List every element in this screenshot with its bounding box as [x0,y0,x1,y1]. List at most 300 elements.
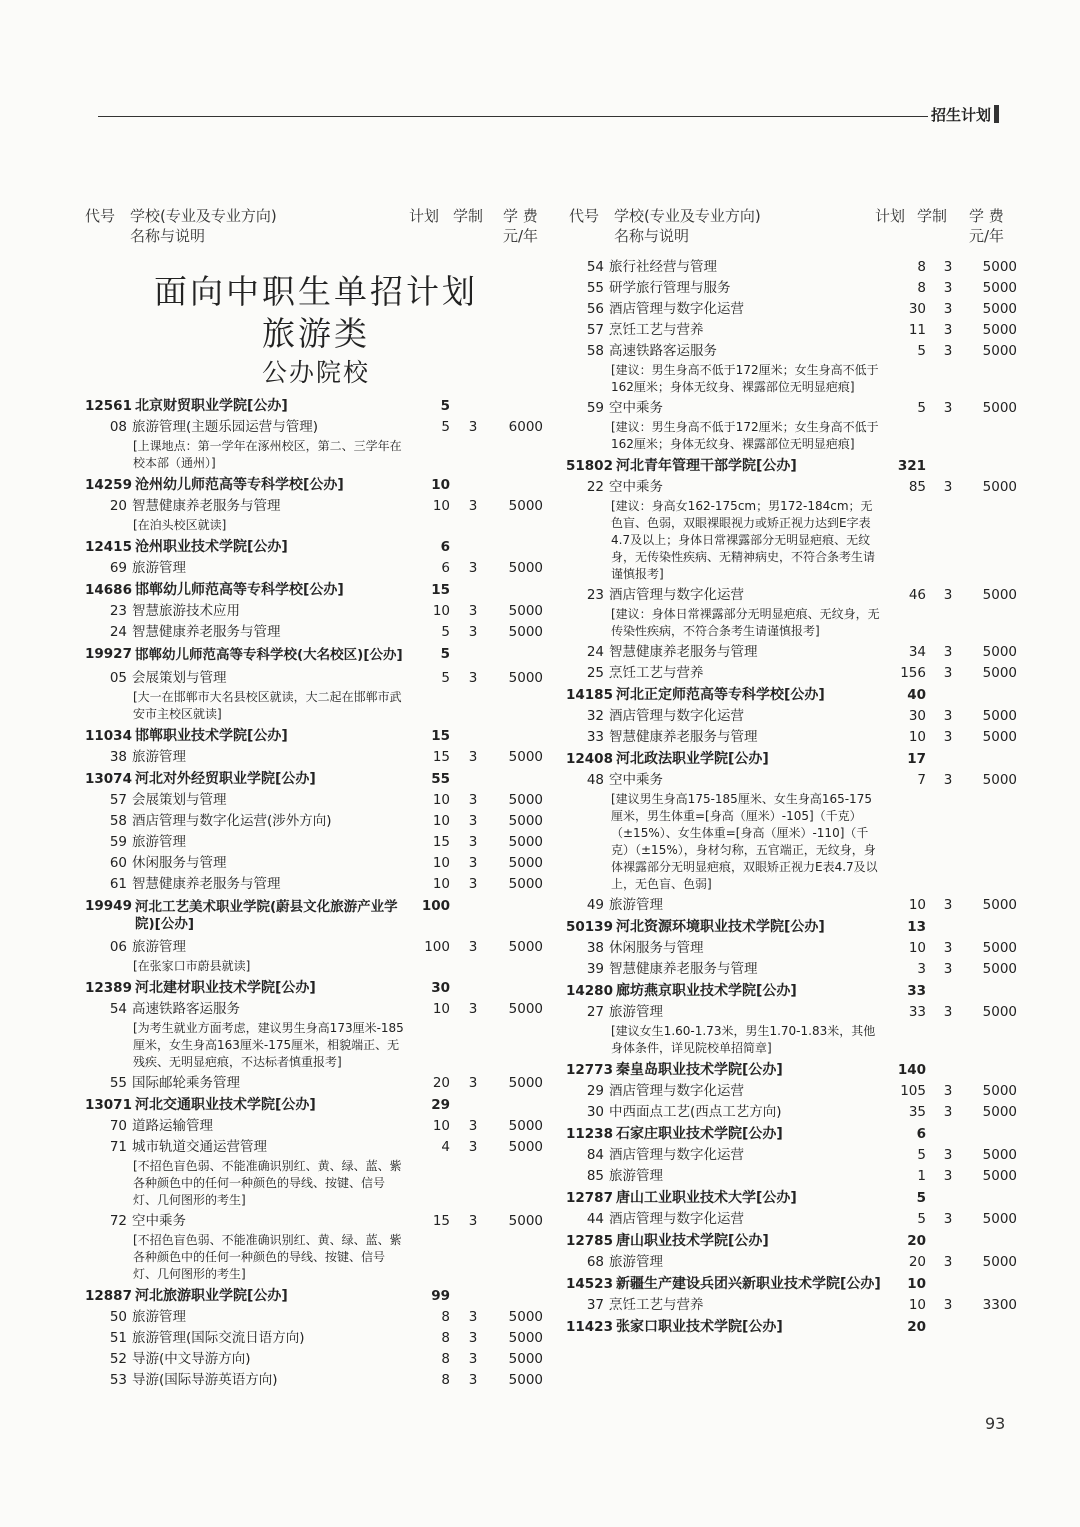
major-years: 3 [468,792,478,808]
major-plan: 35 [908,1104,926,1120]
major-name: 城市轨道交通运营管理 [132,1139,267,1155]
major-name: 空中乘务 [609,479,663,495]
major-row [566,663,1036,684]
major-code: 38 [586,940,604,956]
major-name: 智慧健康养老服务与管理 [609,644,758,660]
major-row [85,668,550,689]
major-fee: 5000 [508,834,543,850]
major-row [566,257,1036,278]
major-name: 导游(国际导游英语方向) [132,1372,278,1388]
major-code: 23 [109,603,127,619]
section-label: 招生计划 [931,106,992,124]
major-row [85,1211,550,1232]
category-title: 旅游类 [262,314,370,353]
major-years: 3 [468,1330,478,1346]
major-row [85,832,550,853]
school-code: 14280 [566,983,613,999]
major-years: 3 [943,1083,953,1099]
major-row [85,1073,550,1094]
major-plan: 10 [432,498,450,514]
major-years: 3 [468,1372,478,1388]
major-name: 国际邮轮乘务管理 [132,1075,240,1091]
major-plan: 46 [908,587,926,603]
school-code: 12389 [85,980,132,996]
school-row [85,579,550,601]
hdr-years: 学制 [917,207,948,225]
major-row [566,1209,1036,1230]
major-years: 3 [943,961,953,977]
major-code: 54 [586,259,604,275]
major-code: 55 [109,1075,127,1091]
school-row [85,1094,550,1116]
school-row [85,536,550,558]
major-plan: 105 [900,1083,926,1099]
hdr-plan: 计划 [409,207,440,225]
major-fee: 5000 [508,1372,543,1388]
school-row [566,1187,1036,1209]
major-name: 休闲服务与管理 [132,855,227,871]
school-plan: 10 [907,1276,926,1292]
major-row [85,999,550,1020]
note-text: [在张家口市蔚县就读] [133,959,251,973]
major-code: 30 [586,1104,604,1120]
major-fee: 5000 [982,961,1017,977]
major-plan: 15 [432,749,450,765]
major-row [566,1295,1036,1316]
major-row [566,320,1036,341]
school-row [566,980,1036,1002]
major-years: 3 [468,560,478,576]
school-row [566,916,1036,938]
major-row [85,874,550,895]
section-tag [931,104,999,125]
major-row [566,1002,1036,1023]
school-code: 12773 [566,1062,613,1078]
major-plan: 33 [908,1004,926,1020]
school-name: 河北政法职业学院[公办] [616,751,769,767]
school-plan: 15 [431,728,450,744]
school-name: 邯郸幼儿师范高等专科学校[公办] [135,582,344,598]
major-name: 休闲服务与管理 [609,940,704,956]
major-years: 3 [943,479,953,495]
major-fee: 5000 [982,587,1017,603]
major-name: 旅游管理 [132,834,186,850]
major-fee: 5000 [508,939,543,955]
major-years: 3 [468,1139,478,1155]
school-name: 河北青年管理干部学院[公办] [616,458,797,474]
section-bar [994,105,999,123]
school-code: 12561 [85,398,132,414]
major-name: 智慧健康养老服务与管理 [132,498,281,514]
school-code: 12785 [566,1233,613,1249]
major-fee: 5000 [508,876,543,892]
major-code: 61 [109,876,127,892]
school-code: 12787 [566,1190,613,1206]
major-plan: 34 [908,644,926,660]
major-fee: 5000 [982,1147,1017,1163]
major-name: 酒店管理与数字化运营 [609,1083,744,1099]
school-code: 14185 [566,687,613,703]
major-fee: 5000 [508,1139,543,1155]
major-code: 25 [586,665,604,681]
school-plan: 20 [907,1233,926,1249]
major-fee: 5000 [508,1075,543,1091]
major-plan: 7 [917,772,926,788]
major-fee: 5000 [508,1118,543,1134]
major-name: 旅游管理 [609,1168,663,1184]
major-code: 57 [586,322,604,338]
major-fee: 5000 [982,479,1017,495]
major-note [85,1158,550,1211]
major-name: 研学旅行管理与服务 [609,280,731,296]
major-plan: 85 [908,479,926,495]
major-fee: 5000 [508,792,543,808]
major-years: 3 [468,834,478,850]
school-name: 新疆生产建设兵团兴新职业技术学院[公办] [616,1276,881,1292]
school-name: 河北对外经贸职业学院[公办] [135,771,316,787]
major-fee: 5000 [982,940,1017,956]
major-fee: 5000 [982,301,1017,317]
major-row [566,341,1036,362]
major-code: 59 [586,400,604,416]
school-plan: 140 [897,1062,926,1078]
major-plan: 30 [908,708,926,724]
major-plan: 10 [432,792,450,808]
major-code: 69 [109,560,127,576]
school-plan: 6 [440,539,450,555]
school-plan: 33 [907,983,926,999]
major-years: 3 [943,587,953,603]
major-name: 旅游管理 [132,939,186,955]
major-years: 3 [468,939,478,955]
major-row [566,727,1036,748]
major-row [85,1137,550,1158]
school-code: 14259 [85,477,132,493]
school-plan: 17 [907,751,926,767]
column-header-right [569,207,1039,249]
major-row [85,496,550,517]
major-fee: 5000 [982,280,1017,296]
major-name: 酒店管理与数字化运营 [609,708,744,724]
major-row [566,642,1036,663]
major-fee: 5000 [508,670,543,686]
note-text: [在泊头校区就读] [133,518,227,532]
major-plan: 5 [441,670,450,686]
hdr-fee-1: 学 费 [503,207,538,225]
school-name: 沧州幼儿师范高等专科学校[公办] [135,477,344,493]
major-years: 3 [943,708,953,724]
major-name: 智慧健康养老服务与管理 [132,624,281,640]
page-title: 面向中职生单招计划 [154,272,478,311]
major-fee: 5000 [982,400,1017,416]
major-name: 旅游管理 [609,1004,663,1020]
major-code: 29 [586,1083,604,1099]
school-code: 19949 [85,898,132,914]
major-name: 酒店管理与数字化运营 [609,587,744,603]
school-name: 河北交通职业技术学院[公办] [135,1097,316,1113]
school-row [85,725,550,747]
hdr-plan: 计划 [875,207,906,225]
school-name: 邯郸幼儿师范高等专科学校(大名校区)[公办] [135,647,403,663]
school-code: 13071 [85,1097,132,1113]
major-code: 52 [109,1351,127,1367]
major-code: 44 [586,1211,604,1227]
major-name: 智慧健康养老服务与管理 [132,876,281,892]
school-code: 19927 [85,646,132,662]
school-plan: 30 [431,980,450,996]
major-name: 道路运输管理 [132,1118,213,1134]
school-name: 石家庄职业技术学院[公办] [616,1126,783,1142]
major-years: 3 [943,665,953,681]
major-name: 中西面点工艺(西点工艺方向) [609,1104,782,1120]
school-name: 邯郸职业技术学院[公办] [135,728,288,744]
school-row [566,1059,1036,1081]
major-plan: 100 [424,939,450,955]
major-code: 38 [109,749,127,765]
school-code: 12408 [566,751,613,767]
major-row [566,938,1036,959]
school-code: 11423 [566,1319,613,1335]
major-fee: 5000 [508,603,543,619]
major-years: 3 [468,670,478,686]
hdr-school-1: 学校(专业及专业方向) [130,207,277,225]
school-row [566,1123,1036,1145]
school-code: 12887 [85,1288,132,1304]
major-code: 24 [586,644,604,660]
major-row [85,1370,550,1391]
school-name: 河北建材职业技术学院[公办] [135,980,316,996]
major-row [85,811,550,832]
major-years: 3 [468,855,478,871]
school-code: 51802 [566,458,613,474]
major-code: 68 [586,1254,604,1270]
major-note [85,689,550,725]
hdr-school-1: 学校(专业及专业方向) [614,207,761,225]
major-name: 空中乘务 [609,772,663,788]
major-plan: 10 [908,729,926,745]
school-plan: 29 [431,1097,450,1113]
school-plan: 99 [431,1288,450,1304]
major-note [566,606,1036,642]
major-plan: 10 [432,603,450,619]
major-row [566,477,1036,498]
major-name: 烹饪工艺与营养 [609,322,704,338]
major-years: 3 [468,1118,478,1134]
major-name: 空中乘务 [609,400,663,416]
major-name: 高速铁路客运服务 [609,343,717,359]
major-fee: 5000 [982,1083,1017,1099]
major-plan: 5 [917,400,926,416]
right-column [566,257,1036,1338]
major-name: 会展策划与管理 [132,792,227,808]
major-code: 48 [586,772,604,788]
major-years: 3 [468,498,478,514]
major-fee: 5000 [982,1211,1017,1227]
major-note [85,1232,550,1285]
note-text: [为考生就业方面考虑，建议男生身高173厘米-185厘米，女生身高163厘米-175厘米，相貌端正、无残疾、无明显疤痕，不达标者慎重报考] [133,1021,404,1069]
major-fee: 5000 [982,322,1017,338]
major-row [566,1081,1036,1102]
major-plan: 8 [917,280,926,296]
major-row [566,1166,1036,1187]
hdr-school-2: 名称与说明 [130,227,206,245]
major-name: 旅游管理(主题乐园运营与管理) [132,419,319,435]
major-row [566,1145,1036,1166]
hdr-fee-1: 学 费 [969,207,1004,225]
major-note [85,958,550,977]
major-plan: 5 [441,419,450,435]
note-text: [大一在邯郸市大名县校区就读，大二起在邯郸市武安市主校区就读] [133,690,402,721]
major-fee: 5000 [982,259,1017,275]
major-note [566,419,1036,455]
major-code: 24 [109,624,127,640]
note-text: [建议：身高女162-175cm；男172-184cm；无色盲、色弱，双眼裸眼视力或矫正视力达到E字表4.7及以上；身体日常裸露部分无明显疤痕、无纹身，无传染性疾病、无精神病史，不符合条考生请谨慎报考] [611,499,876,581]
school-code: 11238 [566,1126,613,1142]
school-name: 河北资源环境职业技术学院[公办] [616,919,825,935]
major-plan: 11 [908,322,926,338]
major-fee: 5000 [982,665,1017,681]
school-plan: 6 [916,1126,926,1142]
page-number: 93 [985,1414,1006,1433]
major-plan: 15 [432,1213,450,1229]
note-text: [建议：男生身高不低于172厘米；女生身高不低于162厘米；身体无纹身、裸露部位无明显疤痕] [611,420,879,451]
major-code: 85 [586,1168,604,1184]
major-plan: 6 [441,560,450,576]
major-years: 3 [468,603,478,619]
major-fee: 3300 [982,1297,1017,1313]
school-code: 12415 [85,539,132,555]
major-row [85,1307,550,1328]
school-row [85,768,550,790]
major-fee: 5000 [508,1330,543,1346]
note-text: [建议：男生身高不低于172厘米；女生身高不低于162厘米；身体无纹身、裸露部位无明显疤痕] [611,363,879,394]
major-years: 3 [468,749,478,765]
major-years: 3 [468,624,478,640]
major-code: 57 [109,792,127,808]
note-text: [建议女生1.60-1.73米，男生1.70-1.83米，其他身体条件，详见院校单招简章] [611,1024,876,1055]
major-fee: 5000 [982,1254,1017,1270]
major-code: 37 [586,1297,604,1313]
major-row [566,278,1036,299]
major-fee: 5000 [508,813,543,829]
major-code: 58 [586,343,604,359]
major-years: 3 [468,1351,478,1367]
major-plan: 10 [432,1118,450,1134]
major-code: 22 [586,479,604,495]
note-text: [建议男生身高175-185厘米、女生身高165-175厘米，男生体重=[身高（厘米）-105]（千克）（±15%）、女生体重=[身高（厘米）-110]（千克）（±15%），身材匀称，五官端正，无纹身，身体裸露部分无明显疤痕，双眼矫正视力E表4.7及以上，无色盲、色弱] [611,792,878,891]
school-name: 秦皇岛职业技术学院[公办] [616,1062,783,1078]
major-name: 烹饪工艺与营养 [609,1297,704,1313]
major-years: 3 [943,772,953,788]
major-row [85,853,550,874]
school-name: 张家口职业技术学院[公办] [616,1319,783,1335]
school-row [85,1285,550,1307]
major-fee: 5000 [982,897,1017,913]
major-code: 06 [109,939,127,955]
major-fee: 5000 [508,498,543,514]
major-years: 3 [943,1211,953,1227]
major-plan: 10 [908,1297,926,1313]
major-years: 3 [943,400,953,416]
major-note [566,498,1036,585]
major-fee: 5000 [508,1351,543,1367]
school-row [85,895,550,937]
school-name: 唐山职业技术学院[公办] [616,1233,769,1249]
major-code: 59 [109,834,127,850]
major-plan: 8 [441,1330,450,1346]
major-row [85,1116,550,1137]
school-name: 唐山工业职业技术大学[公办] [616,1190,797,1206]
school-row [566,455,1036,477]
major-row [566,959,1036,980]
major-code: 71 [109,1139,127,1155]
major-code: 51 [109,1330,127,1346]
major-years: 3 [943,1104,953,1120]
school-code: 13074 [85,771,132,787]
major-plan: 8 [441,1309,450,1325]
major-name: 酒店管理与数字化运营 [609,1147,744,1163]
column-header-left [85,207,555,249]
school-row [566,1316,1036,1338]
major-fee: 5000 [982,343,1017,359]
major-name: 旅游管理 [132,749,186,765]
school-code: 14523 [566,1276,613,1292]
hdr-fee-2: 元/年 [969,227,1005,245]
major-row [566,1252,1036,1273]
major-row [85,790,550,811]
major-years: 3 [943,1168,953,1184]
hdr-code: 代号 [569,207,600,225]
major-row [566,398,1036,419]
major-plan: 5 [917,1211,926,1227]
major-name: 导游(中文导游方向) [132,1351,251,1367]
major-row [85,937,550,958]
major-plan: 4 [441,1139,450,1155]
major-plan: 3 [917,961,926,977]
major-fee: 5000 [508,855,543,871]
major-plan: 1 [917,1168,926,1184]
major-row [566,585,1036,606]
school-plan: 15 [431,582,450,598]
major-years: 3 [943,259,953,275]
major-fee: 5000 [508,1001,543,1017]
major-code: 56 [586,301,604,317]
major-code: 72 [109,1213,127,1229]
major-years: 3 [943,1004,953,1020]
major-name: 酒店管理与数字化运营 [609,301,744,317]
major-code: 55 [586,280,604,296]
major-years: 3 [468,419,478,435]
school-plan: 5 [440,398,450,414]
major-years: 3 [943,1147,953,1163]
major-name: 酒店管理与数字化运营(涉外方向) [132,813,332,829]
school-name: 河北正定师范高等专科学校[公办] [616,687,825,703]
school-row [85,977,550,999]
major-years: 3 [943,322,953,338]
major-code: 53 [109,1372,127,1388]
major-fee: 5000 [508,1213,543,1229]
major-name: 旅游管理(国际交流日语方向) [132,1330,305,1346]
major-row [566,299,1036,320]
major-years: 3 [943,343,953,359]
major-fee: 5000 [982,708,1017,724]
note-text: [不招色盲色弱、不能准确识别红、黄、绿、蓝、紫各种颜色中的任何一种颜色的导线、按键、信号灯、几何图形的考生] [133,1159,402,1207]
major-row [85,558,550,579]
school-code: 14686 [85,582,132,598]
school-plan: 321 [897,458,926,474]
major-plan: 10 [908,940,926,956]
major-plan: 10 [432,813,450,829]
